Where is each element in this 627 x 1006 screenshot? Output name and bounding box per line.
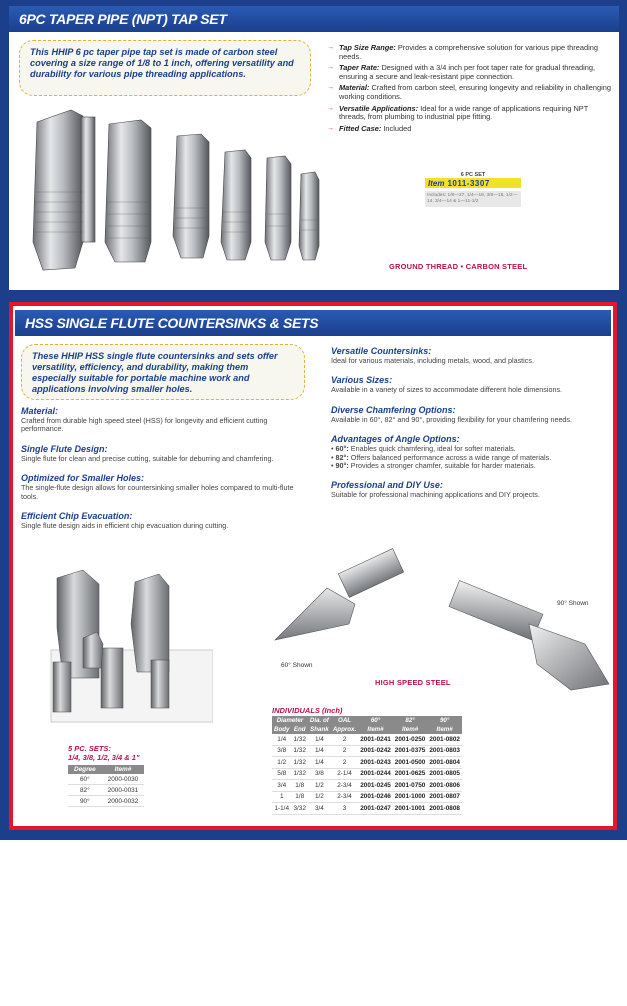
table-cell: 1/32: [291, 757, 307, 769]
table-cell: 2-3/4: [331, 791, 358, 803]
table-cell: 5/8: [272, 768, 291, 780]
feature-text: Crafted from durable high speed steel (HSS) for longevity and efficient cutting performance.: [21, 416, 268, 434]
table-cell: 2-3/4: [331, 780, 358, 792]
column-header: Degree: [68, 765, 102, 774]
tap-set-callout: This HHIP 6 pc taper pipe tap set is made of carbon steel covering a size range of 1/8 to 1 inch, offering versatility and durability for various pipe threading applications.: [19, 40, 311, 96]
angle-item: • 82°: Offers balanced performance across a wide range of materials.: [331, 452, 552, 462]
table-cell: 2001-0805: [427, 768, 462, 780]
feature-block: [21, 473, 311, 501]
five-pc-heading: [68, 744, 140, 762]
pipe-taps-image: [13, 102, 343, 282]
table-cell: 3/8: [272, 745, 291, 757]
label-60-shown: 60° Shown: [281, 662, 313, 669]
feature-heading: Efficient Chip Evacuation:: [21, 511, 133, 522]
table-cell: 1/2: [272, 757, 291, 769]
table-cell: 2001-0243: [358, 757, 393, 769]
feature-text: Ideal for various materials, including metals, wood, and plastics.: [331, 356, 534, 365]
table-cell: 1/32: [291, 734, 307, 745]
tap-feature-list: [327, 44, 611, 136]
column-header: End: [291, 725, 307, 734]
included-sizes: Includes: 1/8—27, 1/4—18, 3/8—18, 1/2—14, 3/4—14 & 1—11-1/2: [425, 191, 521, 207]
column-header: 90°: [427, 716, 462, 725]
table-row: [272, 734, 462, 745]
feature-heading: Material:: [21, 406, 59, 416]
left-feature-column: [21, 406, 311, 530]
feature-text: The single-flute design allows for countersinking smaller holes compared to multi-flute tools.: [21, 483, 294, 501]
item-number: 1011-3307: [447, 178, 490, 188]
table-cell: 1/32: [291, 768, 307, 780]
table-cell: 2001-0375: [393, 745, 428, 757]
countersink-set-image: [43, 568, 213, 728]
table-cell: 3/32: [291, 803, 307, 815]
feature-heading: Diverse Chamfering Options:: [331, 404, 456, 415]
column-header: Body: [274, 726, 290, 733]
table-cell: 2001-0806: [427, 780, 462, 792]
section-title: HSS SINGLE FLUTE COUNTERSINKS & SETS: [15, 310, 611, 336]
table-cell: 2001-0244: [358, 768, 393, 780]
item-number-bar: [425, 178, 521, 188]
table-cell: 2: [331, 734, 358, 745]
table-cell: 2001-0241: [358, 734, 393, 745]
countersink-section: [9, 302, 617, 830]
individuals-table: [272, 716, 462, 815]
table-row: [272, 757, 462, 769]
feature-item: → Versatile Applications: Ideal for a wide range of applications requiring NPT threads, from plumbing to industrial pipe fitting.: [327, 105, 611, 122]
angle-item: • 60°: Enables quick chamfering, ideal for softer materials.: [331, 444, 516, 454]
table-row: 82° 2000-0031: [68, 785, 144, 796]
table-cell: 2001-0500: [393, 757, 428, 769]
hss-tagline: HIGH SPEED STEEL: [375, 678, 451, 687]
angle-item: • 90°: Provides a stronger chamfer, suitable for harder materials.: [331, 461, 536, 471]
feature-block: [331, 405, 615, 424]
countersink-90-image: [445, 580, 615, 700]
table-cell: 1-1/4: [272, 803, 291, 815]
feature-text: Single flute design aids in efficient chip evacuation during cutting.: [21, 521, 229, 531]
table-row: [272, 768, 462, 780]
feature-item: → Tap Size Range: Provides a comprehensive solution for various pipe threading needs.: [327, 44, 611, 61]
table-row: [272, 803, 462, 815]
feature-block: [331, 375, 615, 394]
countersink-callout: These HHIP HSS single flute countersinks and sets offer versatility, efficiency, and durability, making them especially suitable for portable machine work and applications involving smaller holes.: [21, 344, 305, 400]
column-header: Approx.: [332, 726, 357, 733]
column-header: Item#: [102, 765, 145, 774]
feature-item: → Taper Rate: Designed with a 3/4 inch per foot taper rate for gradual threading, ensuring a secure and leak-resistant pipe connection.: [327, 64, 611, 81]
feature-block: [21, 444, 311, 463]
feature-item: → Material: Crafted from carbon steel, ensuring longevity and reliability in challenging working conditions.: [327, 84, 611, 101]
feature-heading: Advantages of Angle Options:: [331, 434, 460, 445]
feature-heading: Optimized for Smaller Holes:: [21, 473, 145, 484]
table-cell: 1/4: [272, 734, 291, 745]
table-cell: 2001-0808: [427, 803, 462, 815]
table-cell: 2001-0250: [393, 734, 428, 745]
table-cell: 2001-0750: [393, 780, 428, 792]
column-header: 82°: [393, 716, 428, 725]
table-cell: 1/2: [308, 791, 331, 803]
table-cell: 2: [331, 757, 358, 769]
feature-item: → Fitted Case: Included: [327, 125, 611, 134]
table-cell: 2001-0807: [427, 791, 462, 803]
feature-block: [331, 480, 615, 499]
five-pc-table: [68, 765, 144, 807]
column-header: 60°: [358, 716, 393, 725]
column-header: Item#: [358, 725, 393, 734]
feature-text: Available in a variety of sizes to accommodate different hole dimensions.: [331, 385, 563, 395]
section-title: 6PC TAPER PIPE (NPT) TAP SET: [9, 6, 619, 32]
angle-options-block: [331, 434, 615, 470]
table-cell: 2001-0247: [358, 803, 393, 815]
column-header: Dia. of: [309, 717, 329, 724]
table-cell: 3/4: [308, 803, 331, 815]
feature-heading: Single Flute Design:: [21, 443, 108, 454]
column-header: Item#: [427, 725, 462, 734]
five-pc-sizes: 1/4, 3/8, 1/2, 3/4 & 1": [68, 753, 140, 762]
table-cell: 1: [272, 791, 291, 803]
feature-text: Available in 60°, 82° and 90°, providing flexibility for your chamfering needs.: [331, 414, 573, 424]
feature-block: [21, 406, 311, 434]
table-cell: 1/8: [291, 791, 307, 803]
table-cell: 2-1/4: [331, 768, 358, 780]
table-cell: 3: [331, 803, 358, 815]
table-cell: 2001-0625: [393, 768, 428, 780]
table-cell: 1/32: [291, 745, 307, 757]
table-row: [272, 791, 462, 803]
feature-text: Suitable for professional machining applications and DIY projects.: [331, 490, 540, 500]
individuals-title: INDIVIDUALS (Inch): [272, 706, 343, 715]
table-cell: 2001-0242: [358, 745, 393, 757]
set-label: 6 PC SET: [460, 172, 486, 178]
table-cell: 2001-0804: [427, 757, 462, 769]
right-feature-column: [331, 346, 615, 500]
table-cell: 2001-1000: [393, 791, 428, 803]
table-cell: 3/8: [308, 768, 331, 780]
feature-text: Single flute for clean and precise cutting, suitable for deburring and chamfering.: [21, 453, 274, 463]
column-header: Shank: [308, 725, 331, 734]
table-cell: 1/4: [308, 734, 331, 745]
table-row: 90° 2000-0032: [68, 796, 144, 807]
table-cell: 1/8: [291, 780, 307, 792]
feature-heading: Various Sizes:: [331, 375, 393, 386]
column-header: Item#: [393, 725, 428, 734]
column-header: OAL: [331, 716, 358, 725]
label-90-shown: 90° Shown: [557, 600, 589, 607]
tap-set-tagline: GROUND THREAD • CARBON STEEL: [389, 262, 528, 271]
table-cell: 2001-1001: [393, 803, 428, 815]
table-cell: 1/2: [308, 780, 331, 792]
item-label: Item: [428, 178, 445, 188]
column-header: Diameter: [272, 716, 308, 725]
table-row: [272, 745, 462, 757]
table-cell: 1/4: [308, 757, 331, 769]
feature-block: [331, 346, 615, 365]
tap-set-section: [9, 6, 619, 290]
table-cell: 2001-0802: [427, 734, 462, 745]
table-cell: 2001-0245: [358, 780, 393, 792]
table-row: 60° 2000-0030: [68, 774, 144, 785]
table-cell: 2: [331, 745, 358, 757]
tap-set-sku-box: [425, 172, 521, 218]
five-pc-title: 5 PC. SETS:: [68, 744, 111, 753]
table-cell: 2001-0803: [427, 745, 462, 757]
feature-heading: Professional and DIY Use:: [331, 480, 443, 491]
table-cell: 1/4: [308, 745, 331, 757]
feature-block: [21, 511, 311, 530]
countersink-60-image: [271, 546, 411, 656]
feature-heading: Versatile Countersinks:: [331, 346, 432, 356]
table-cell: 2001-0246: [358, 791, 393, 803]
table-row: [272, 780, 462, 792]
table-cell: 3/4: [272, 780, 291, 792]
